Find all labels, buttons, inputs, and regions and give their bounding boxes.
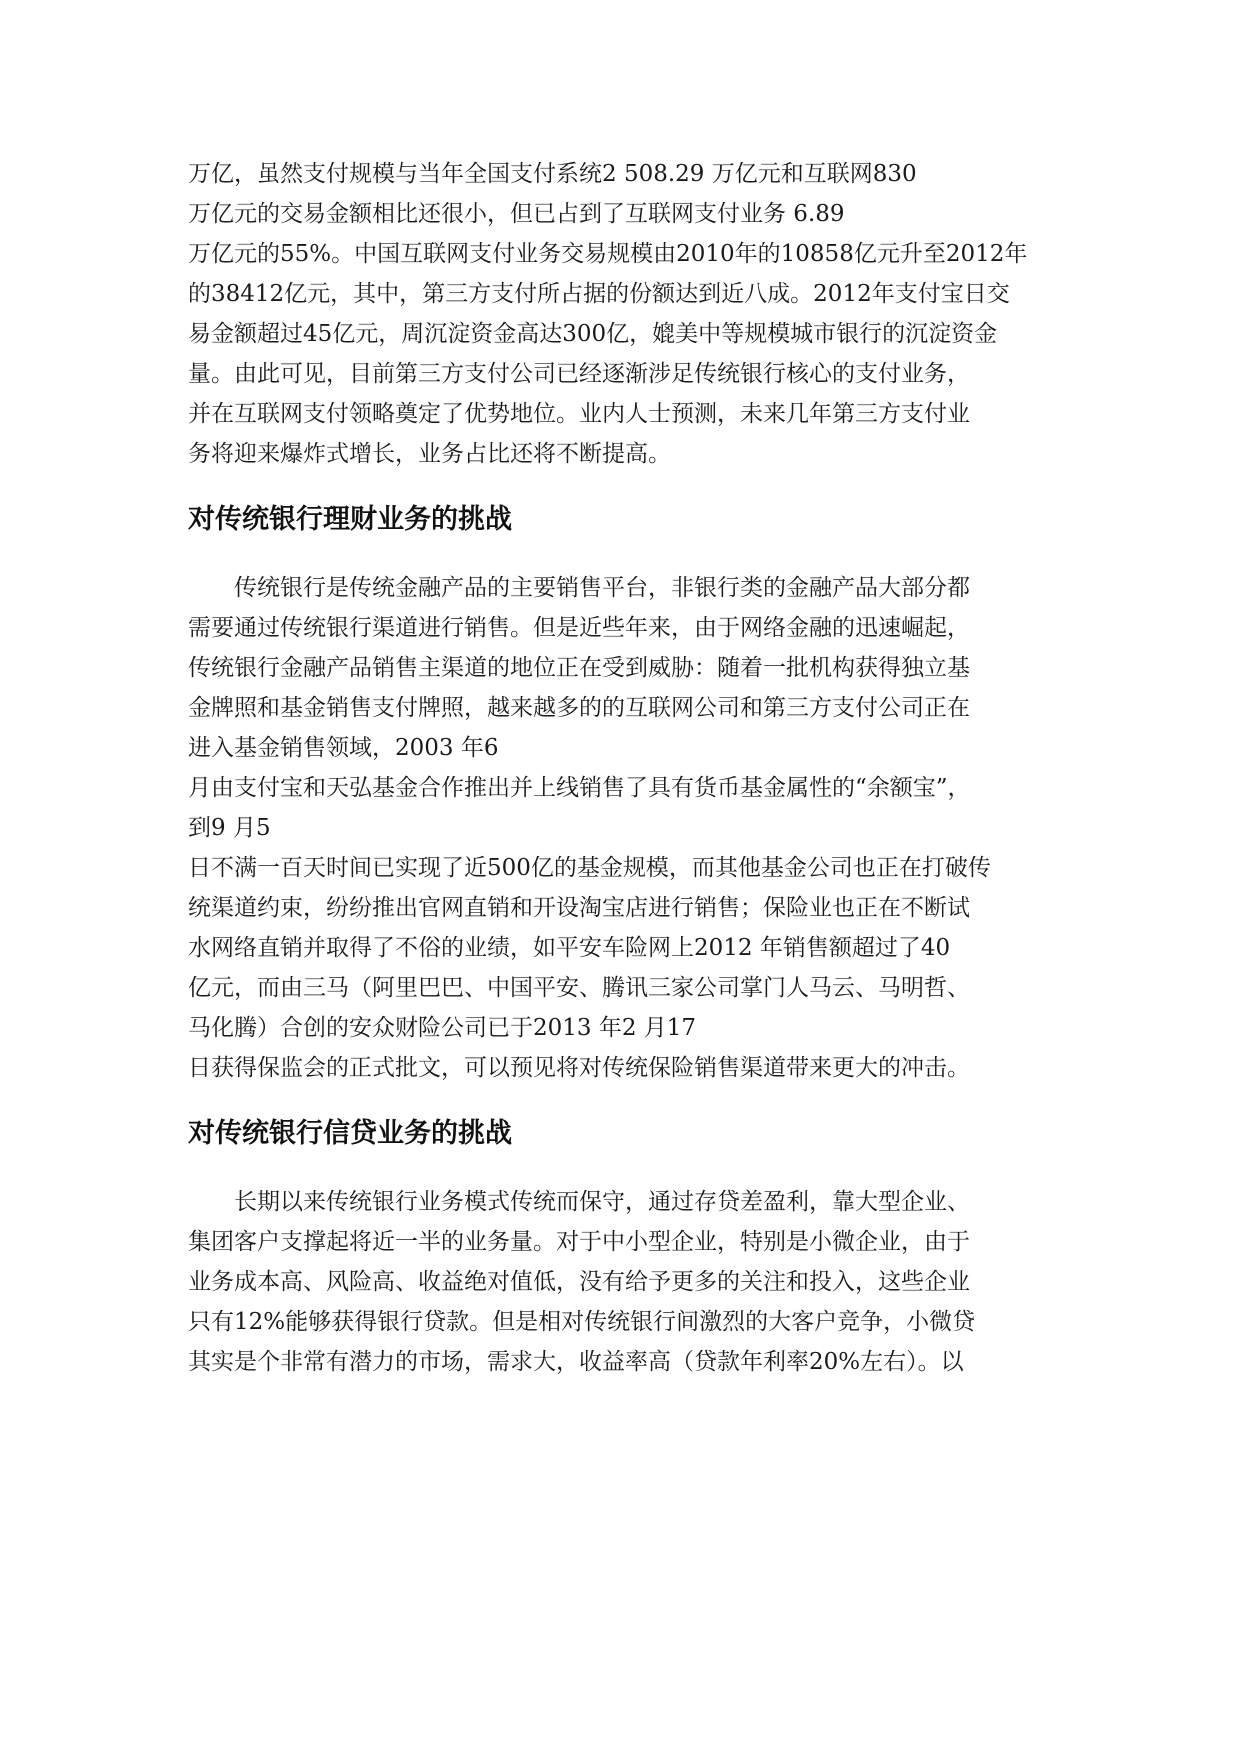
text-line: 万亿，虽然支付规模与当年全国支付系统2 508.29 万亿元和互联网830 — [188, 161, 917, 187]
text-line: 并在互联网支付领略奠定了优势地位。业内人士预测，未来几年第三方支付业 — [188, 401, 970, 427]
section-paragraph-credit-business — [188, 1182, 1068, 1382]
text-line: 务将迎来爆炸式增长，业务占比还将不断提高。 — [188, 441, 671, 467]
text-line: 需要通过传统银行渠道进行销售。但是近些年来，由于网络金融的迅速崛起， — [188, 615, 970, 641]
text-line: 马化腾）合创的安众财险公司已于2013 年2 月17 — [188, 1015, 697, 1041]
text-line: 集团客户支撑起将近一半的业务量。对于中小型企业，特别是小微企业，由于 — [188, 1229, 970, 1255]
text-line: 传统银行金融产品销售主渠道的地位正在受到威胁：随着一批机构获得独立基 — [188, 655, 970, 681]
text-line: 万亿元的55%。中国互联网支付业务交易规模由2010年的10858亿元升至2012年 — [188, 241, 1028, 267]
text-line: 水网络直销并取得了不俗的业绩，如平安车险网上2012 年销售额超过了40 — [188, 935, 951, 961]
text-line: 的38412亿元，其中，第三方支付所占据的份额达到近八成。2012年支付宝日交 — [188, 281, 1010, 307]
text-line: 长期以来传统银行业务模式传统而保守，通过存贷差盈利，靠大型企业、 — [234, 1189, 970, 1215]
text-line: 亿元，而由三马（阿里巴巴、中国平安、腾讯三家公司掌门人马云、马明哲、 — [188, 975, 970, 1001]
text-line: 只有12%能够获得银行贷款。但是相对传统银行间激烈的大客户竞争，小微贷 — [188, 1309, 976, 1335]
text-line: 传统银行是传统金融产品的主要销售平台，非银行类的金融产品大部分都 — [234, 575, 970, 601]
text-line: 月由支付宝和天弘基金合作推出并上线销售了具有货币基金属性的“余额宝”， — [188, 775, 971, 801]
text-line: 万亿元的交易金额相比还很小，但已占到了互联网支付业务 6.89 — [188, 201, 845, 227]
text-line: 其实是个非常有潜力的市场，需求大，收益率高（贷款年利率20%左右）。以 — [188, 1349, 964, 1375]
section-paragraph-wealth-management — [188, 568, 1068, 1088]
text-line: 量。由此可见，目前第三方支付公司已经逐渐涉足传统银行核心的支付业务， — [188, 361, 970, 387]
text-line: 统渠道约束，纷纷推出官网直销和开设淘宝店进行销售；保险业也正在不断试 — [188, 895, 970, 921]
text-line: 到9 月5 — [188, 815, 271, 841]
section-heading-wealth-management: 对传统银行理财业务的挑战 — [188, 504, 512, 535]
document-body — [188, 154, 1068, 1382]
intro-paragraph — [188, 154, 1068, 474]
section-heading-credit-business: 对传统银行信贷业务的挑战 — [188, 1118, 512, 1149]
text-line: 日获得保监会的正式批文，可以预见将对传统保险销售渠道带来更大的冲击。 — [188, 1055, 970, 1081]
text-line: 业务成本高、风险高、收益绝对值低，没有给予更多的关注和投入，这些企业 — [188, 1269, 970, 1295]
text-line: 日不满一百天时间已实现了近500亿的基金规模，而其他基金公司也正在打破传 — [188, 855, 991, 881]
text-line: 进入基金销售领域，2003 年6 — [188, 735, 499, 761]
text-line: 易金额超过45亿元，周沉淀资金高达300亿，媲美中等规模城市银行的沉淀资金 — [188, 321, 998, 347]
text-line: 金牌照和基金销售支付牌照，越来越多的的互联网公司和第三方支付公司正在 — [188, 695, 970, 721]
